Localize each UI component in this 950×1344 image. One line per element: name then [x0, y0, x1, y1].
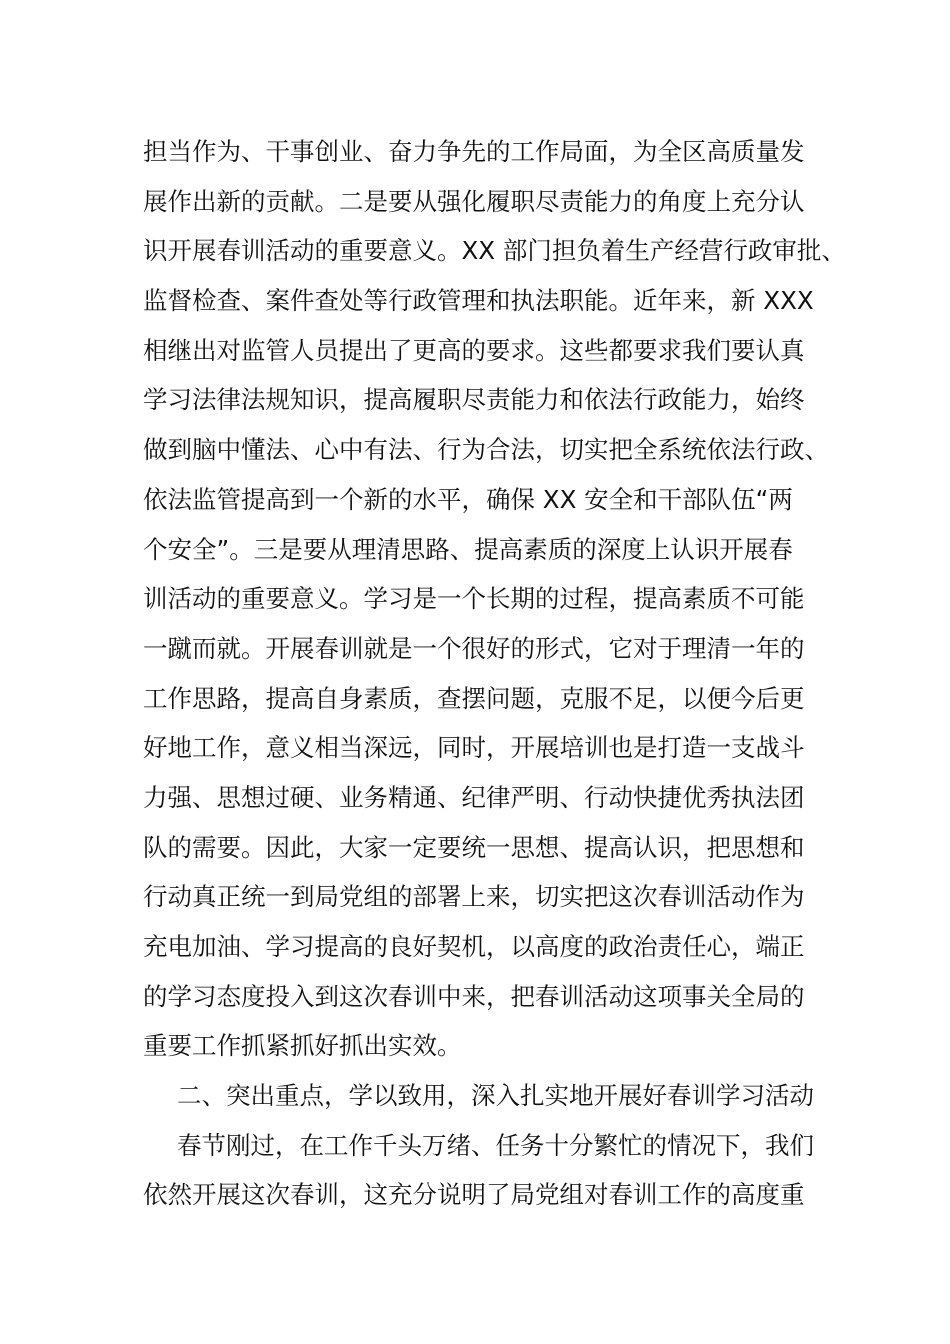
text-line: 的学习态度投入到这次春训中来，把春训活动这项事关全局的: [143, 981, 805, 1011]
text-line: 训活动的重要意义。学习是一个长期的过程，提高素质不可能: [143, 584, 805, 614]
text-line: 行动真正统一到局党组的部署上来，切实把这次春训活动作为: [143, 882, 805, 912]
text-line: 重要工作抓紧抓好抓出实效。: [143, 1031, 462, 1061]
text-line: 学习法律法规知识，提高履职尽责能力和依法行政能力，始终: [143, 385, 805, 415]
text-line: 依法监管提高到一个新的水平，确保 XX 安全和干部队伍“两: [143, 484, 793, 514]
text-line: 个安全”。三是要从理清思路、提高素质的深度上认识开展春: [143, 534, 793, 564]
paragraph-first-line: 春节刚过，在工作千头万绪、任务十分繁忙的情况下，我们: [177, 1130, 814, 1160]
text-line: 依然开展这次春训，这充分说明了局党组对春训工作的高度重: [143, 1180, 805, 1210]
text-line: 一蹴而就。开展春训就是一个很好的形式，它对于理清一年的: [143, 633, 805, 663]
text-line: 监督检查、案件查处等行政管理和执法职能。近年来，新 XXX: [143, 286, 814, 316]
text-line: 识开展春训活动的重要意义。XX 部门担负着生产经营行政审批、: [143, 236, 846, 266]
text-line: 展作出新的贡献。二是要从强化履职尽责能力的角度上充分认: [143, 186, 805, 216]
text-line: 工作思路，提高自身素质，查摆问题，克服不足，以便今后更: [143, 683, 805, 713]
document-body: [143, 127, 846, 1220]
text-line: 做到脑中懂法、心中有法、行为合法，切实把全系统依法行政、: [143, 435, 829, 465]
text-line: 力强、思想过硬、业务精通、纪律严明、行动快捷优秀执法团: [143, 782, 805, 812]
text-line: 相继出对监管人员提出了更高的要求。这些都要求我们要认真: [143, 335, 805, 365]
section-heading: 二、突出重点，学以致用，深入扎实地开展好春训学习活动: [177, 1081, 814, 1111]
text-line: 好地工作，意义相当深远，同时，开展培训也是打造一支战斗: [143, 733, 805, 763]
text-line: 队的需要。因此，大家一定要统一思想、提高认识，把思想和: [143, 832, 805, 862]
text-line: 充电加油、学习提高的良好契机，以高度的政治责任心，端正: [143, 932, 805, 961]
text-line: 担当作为、干事创业、奋力争先的工作局面，为全区高质量发: [143, 137, 805, 166]
